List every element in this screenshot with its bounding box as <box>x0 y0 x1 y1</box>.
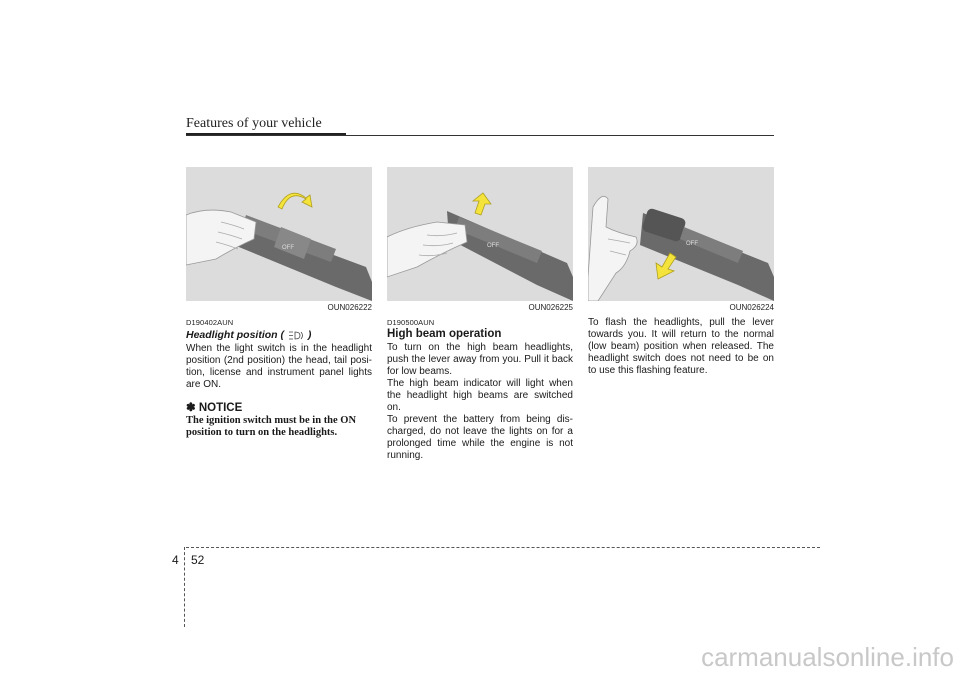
paragraph: When the light switch is in the headlight position (2nd position) the head, tail posi-tion, license and instrument panel lights are ON. <box>186 343 372 390</box>
section-heading <box>186 329 372 341</box>
notice-text: The ignition switch must be in the ON position to turn on the headlights. <box>186 415 357 438</box>
section-heading: High beam operation <box>387 328 502 340</box>
figure-flash <box>588 167 774 301</box>
figure-code: OUN026224 <box>729 303 774 312</box>
svg-text:OFF: OFF <box>282 245 294 251</box>
watermark: carmanualsonline.info <box>701 642 954 672</box>
body-text <box>588 317 774 377</box>
lever-illustration-2 <box>387 167 573 301</box>
lever-illustration-1 <box>186 167 372 301</box>
figure-code: OUN026222 <box>327 303 372 312</box>
figure-headlight-switch <box>186 167 372 301</box>
header-rule <box>186 135 774 136</box>
paragraph: To prevent the battery from being dis-charged, do not leave the lights on for a prolonged time while the engine is not running. <box>387 414 573 461</box>
footer-rule <box>186 547 820 548</box>
body-text <box>387 342 573 462</box>
heading-text-end: ) <box>307 329 312 341</box>
lever-illustration-3 <box>588 167 774 301</box>
section-code: D190402AUN <box>186 318 234 327</box>
svg-text:OFF: OFF <box>686 241 698 247</box>
column-headlight-position <box>186 167 372 439</box>
page-header-title: Features of your vehicle <box>186 116 322 131</box>
footer-vertical-rule <box>184 547 185 627</box>
paragraph: To flash the headlights, pull the lever towards you. It will return to the normal (low beam) position when released. The headlight switch does not need to be on to use this flashing feature. <box>588 317 774 376</box>
body-text <box>186 343 372 391</box>
heading-text: Headlight position ( <box>186 329 284 341</box>
column-high-beam <box>387 167 573 462</box>
chapter-number: 4 <box>172 553 179 567</box>
svg-text:OFF: OFF <box>487 243 499 249</box>
paragraph: To turn on the high beam headlights, push the lever away from you. Pull it back for low beams. <box>387 342 573 377</box>
figure-code: OUN026225 <box>528 303 573 312</box>
section-code: D190500AUN <box>387 318 435 327</box>
figure-high-beam <box>387 167 573 301</box>
headlight-icon <box>287 331 305 340</box>
page-number: 52 <box>191 553 205 567</box>
notice-title: ✽ NOTICE <box>186 402 243 414</box>
column-flash <box>588 167 774 377</box>
paragraph: The high beam indicator will light when the headlight high beams are switched on. <box>387 378 573 413</box>
